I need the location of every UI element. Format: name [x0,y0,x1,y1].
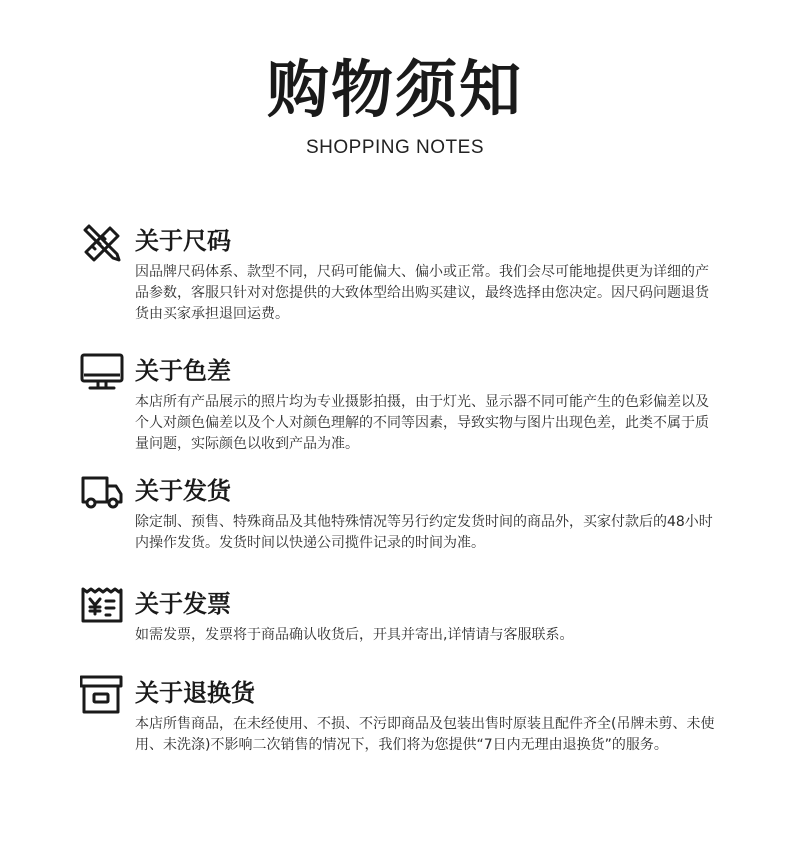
delivery-truck-icon [80,472,124,512]
page-title: 购物须知 [266,53,523,126]
archive-box-icon [80,674,124,714]
section-text: 本店所售商品，在未经使用、不损、不污即商品及包装出售时原装且配件齐全(吊牌未剪、未使用、未洗涤)不影响二次销售的情况下，我们将为您提供“7日内无理由退换货”的服务。 [135,716,715,753]
monitor-icon [80,352,124,392]
section-shipping [80,472,720,567]
section-heading: 关于退换货 [135,679,255,707]
pencil-ruler-icon [80,222,124,262]
section-heading: 关于发票 [135,590,231,618]
section-heading: 关于发货 [135,477,231,505]
page-subtitle: SHOPPING NOTES [305,137,485,158]
section-invoice [80,585,720,655]
section-text: 如需发票，发票将于商品确认收货后，开具并寄出,详情请与客服联系。 [135,627,574,643]
section-text: 因品牌尺码体系、款型不同，尺码可能偏大、偏小或正常。我们会尽可能地提供更为详细的产品参数，客服只针对对您提供的大致体型给出购买建议，最终选择由您决定。因尺码问题退货货由买家承担退回运费。 [135,264,709,322]
invoice-icon [80,585,124,625]
section-text: 除定制、预售、特殊商品及其他特殊情况等另行约定发货时间的商品外，买家付款后的48小时内操作发货。发货时间以快递公司揽件记录的时间为准。 [135,514,713,551]
section-color [80,352,720,462]
section-heading: 关于色差 [135,357,231,385]
section-text: 本店所有产品展示的照片均为专业摄影拍摄，由于灯光、显示器不同可能产生的色彩偏差以及个人对颜色偏差以及个人对颜色理解的不同等因素，导致实物与图片出现色差，此类不属于质量问题，实际颜色以收到产品为准。 [135,394,709,452]
section-size [80,222,720,332]
section-returns [80,674,720,784]
section-heading: 关于尺码 [135,227,231,255]
